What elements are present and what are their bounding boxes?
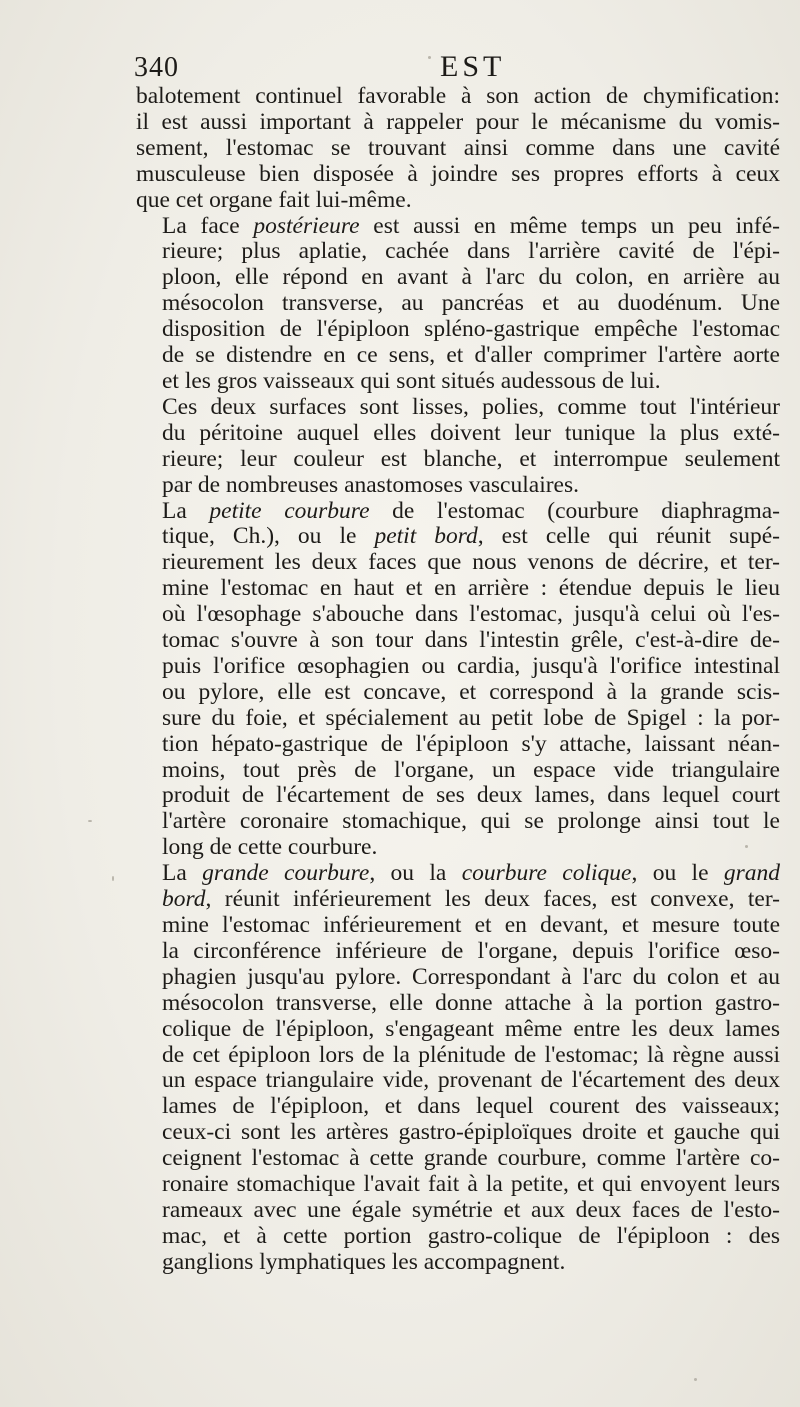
text-line: mine l'estomac inférieurement et en devant, et mesure toute (162, 912, 780, 938)
text-line: l'artère coronaire stomachique, qui se prolonge ainsi tout le (162, 808, 780, 835)
italic-term: bord (162, 886, 206, 913)
page-number: 340 (134, 52, 179, 83)
text-line: puis l'orifice œsophagien ou cardia, jusqu'à l'orifice intestinal (162, 652, 780, 679)
text-line: mac, et à cette portion gastro-colique de l'épiploon : des (162, 1222, 780, 1249)
text-line: sure du foie, et spécialement au petit lobe de Spigel : la por- (162, 704, 780, 731)
text-line: rieure; leur couleur est blanche, et interrompue seulement (162, 445, 780, 472)
text-line: long de cette courbure. (162, 834, 378, 861)
paper-speck (112, 876, 114, 881)
text-line: rieure; plus aplatie, cachée dans l'arrière cavité de l'épi- (162, 238, 780, 265)
text-line: bord, réunit inférieurement les deux faces, est convexe, ter- (162, 886, 780, 913)
text-line: La face postérieure est aussi en même temps un peu infé- (162, 212, 780, 239)
text-line: colique de l'épiploon, s'engageant même entre les deux lames (162, 1015, 780, 1042)
text-line: sement, l'estomac se trouvant ainsi comme dans une cavité (136, 134, 780, 161)
text-line: ronaire stomachique l'avait fait à la petite, et qui envoyent leurs (162, 1171, 780, 1198)
text-line: de cet épiploon lors de la plénitude de l'estomac; là règne aussi (162, 1041, 780, 1068)
text-body (136, 84, 780, 1276)
text-line: tomac s'ouvre à son tour dans l'intestin grêle, c'est-à-dire de- (162, 627, 780, 654)
text-line: mésocolon transverse, au pancréas et au duodénum. Une (162, 290, 780, 317)
paper-speck (428, 56, 431, 59)
paragraph (136, 84, 780, 214)
italic-term: petit bord (374, 523, 478, 550)
text-line: rieurement les deux faces que nous venons de décrire, et ter- (162, 549, 780, 576)
text-line: moins, tout près de l'organe, un espace vide triangulaire (162, 756, 780, 783)
paper-speck (745, 845, 748, 848)
text-line: lames de l'épiploon, et dans lequel courent des vaisseaux; (162, 1093, 780, 1120)
text-line: ganglions lymphatiques les accompagnent. (162, 1248, 566, 1275)
text-line: par de nombreuses anastomoses vasculaires. (162, 471, 579, 498)
italic-term: postérieure (253, 212, 360, 239)
running-head: EST (440, 50, 506, 83)
text-line: ploon, elle répond en avant à l'arc du colon, en arrière au (162, 264, 780, 291)
text-line: tion hépato-gastrique de l'épiploon s'y attache, laissant néan- (162, 730, 780, 757)
paragraph (136, 861, 780, 1276)
paragraph (136, 395, 780, 499)
italic-term: grand (723, 860, 780, 887)
text-line: produit de l'écartement de ses deux lames, dans lequel court (162, 782, 780, 809)
text-line: disposition de l'épiploon spléno-gastrique empêche l'estomac (162, 316, 780, 343)
text-line: La grande courbure, ou la courbure colique, ou le grand (162, 860, 780, 887)
text-line: que cet organe fait lui-même. (136, 186, 412, 213)
text-line: balotement continuel favorable à son action de chymification: (136, 83, 780, 109)
italic-term: petite courbure (209, 497, 370, 524)
text-line: ou pylore, elle est concave, et correspond à la grande scis- (162, 678, 780, 705)
italic-term: courbure colique (461, 860, 632, 887)
text-line: tique, Ch.), ou le petit bord, est celle qui réunit supé- (162, 523, 781, 550)
text-line: du péritoine auquel elles doivent leur tunique la plus exté- (162, 419, 780, 446)
text-line: la circonférence inférieure de l'organe, depuis l'orifice œso- (162, 937, 780, 964)
text-line: il est aussi important à rappeler pour le mécanisme du vomis- (136, 108, 780, 135)
page-header (132, 50, 772, 86)
text-line: rameaux avec une égale symétrie et aux deux faces de l'esto- (162, 1196, 780, 1223)
paper-speck (88, 820, 92, 822)
text-line: musculeuse bien disposée à joindre ses propres efforts à ceux (136, 160, 780, 187)
italic-term: grande courbure (202, 860, 370, 887)
text-line: où l'œsophage s'abouche dans l'estomac, jusqu'à celui où l'es- (162, 601, 780, 628)
paper-speck (694, 1378, 697, 1381)
text-line: de se distendre en ce sens, et d'aller comprimer l'artère aorte (162, 342, 780, 369)
text-line: La petite courbure de l'estomac (courbure diaphragma- (162, 497, 780, 524)
text-line: et les gros vaisseaux qui sont situés audessous de lui. (162, 367, 661, 394)
text-line: phagien jusqu'au pylore. Correspondant à l'arc du colon et au (162, 963, 780, 990)
text-line: mine l'estomac en haut et en arrière : étendue depuis le lieu (162, 575, 780, 602)
paragraph (136, 214, 780, 395)
text-line: ceignent l'estomac à cette grande courbure, comme l'artère co- (162, 1145, 780, 1172)
text-line: ceux-ci sont les artères gastro-épiploïques droite et gauche qui (162, 1119, 780, 1146)
text-line: mésocolon transverse, elle donne attache à la portion gastro- (162, 989, 780, 1016)
paragraph (136, 499, 780, 862)
text-line: Ces deux surfaces sont lisses, polies, comme tout l'intérieur (162, 393, 780, 420)
text-line: un espace triangulaire vide, provenant de l'écartement des deux (162, 1067, 780, 1094)
